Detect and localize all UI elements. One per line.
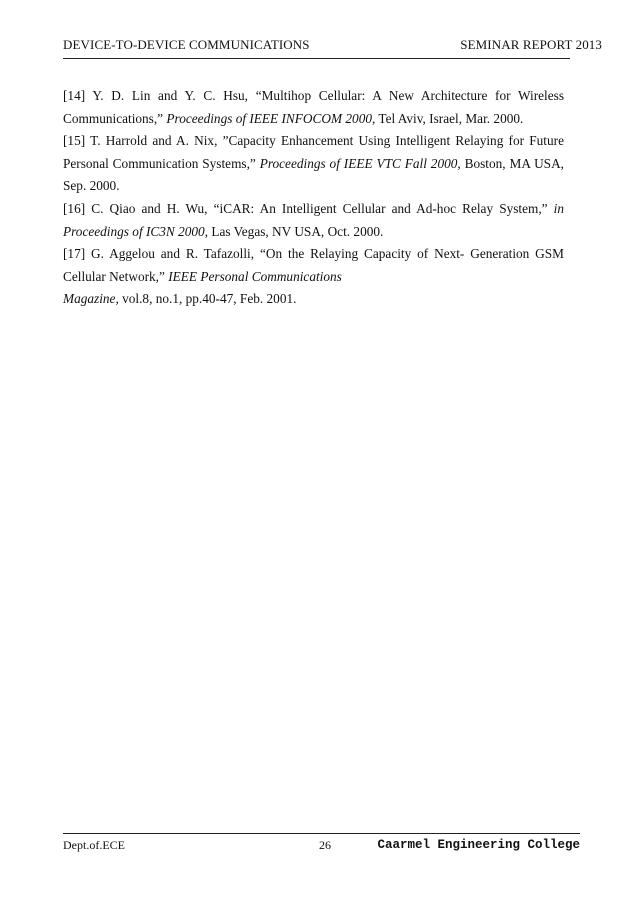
reference-title: “On the Relaying Capacity of Next- Generation GSM Cellular Network,”	[63, 246, 565, 284]
reference-number: [14]	[63, 88, 86, 103]
reference-venue: Proceedings of IEEE INFOCOM 2000	[166, 110, 372, 126]
page-number: 26	[319, 838, 331, 852]
reference-venue: IEEE Personal Communications	[168, 268, 342, 284]
reference-number: [15]	[63, 133, 86, 149]
reference-details: , Boston, MA USA, Sep. 2000.	[63, 155, 564, 194]
reference-list	[63, 85, 564, 311]
page-header	[63, 37, 602, 57]
reference-authors: C. Qiao and H. Wu,	[91, 200, 208, 216]
footer-divider	[63, 833, 580, 834]
reference-details: , vol.8, no.1, pp.40-47, Feb. 2001.	[115, 291, 297, 307]
reference-item	[63, 130, 564, 198]
footer-college: Caarmel Engineering College	[377, 838, 580, 852]
reference-details: , Tel Aviv, Israel, Mar. 2000.	[372, 110, 524, 126]
reference-title: “Multihop Cellular: A New Architecture for Wireless Communications,”	[63, 88, 564, 126]
reference-venue: in Proceedings of IC3N 2000	[63, 200, 565, 239]
reference-item	[63, 198, 564, 243]
reference-continuation	[63, 288, 564, 311]
reference-number: [17]	[63, 246, 86, 262]
header-report-label: SEMINAR REPORT 2013	[460, 37, 602, 52]
reference-number: [16]	[63, 200, 86, 216]
reference-authors: Y. D. Lin and Y. C. Hsu,	[92, 88, 248, 103]
header-title: DEVICE-TO-DEVICE COMMUNICATIONS	[63, 37, 310, 52]
page-footer	[63, 838, 580, 858]
reference-venue: Proceedings of IEEE VTC Fall 2000	[259, 155, 458, 171]
reference-item	[63, 85, 564, 130]
header-divider	[63, 58, 570, 59]
reference-item	[63, 243, 564, 311]
reference-title: “iCAR: An Intelligent Cellular and Ad-hoc Relay System,”	[213, 200, 548, 216]
reference-venue-cont: Magazine	[63, 291, 116, 307]
reference-title: ”Capacity Enhancement Using Intelligent Relaying for Future Personal Communication Systems,”	[63, 133, 564, 171]
reference-details: , Las Vegas, NV USA, Oct. 2000.	[204, 223, 384, 239]
reference-authors: G. Aggelou and R. Tafazolli,	[91, 246, 255, 262]
footer-department: Dept.of.ECE	[63, 838, 125, 852]
reference-authors: T. Harrold and A. Nix,	[90, 133, 218, 149]
